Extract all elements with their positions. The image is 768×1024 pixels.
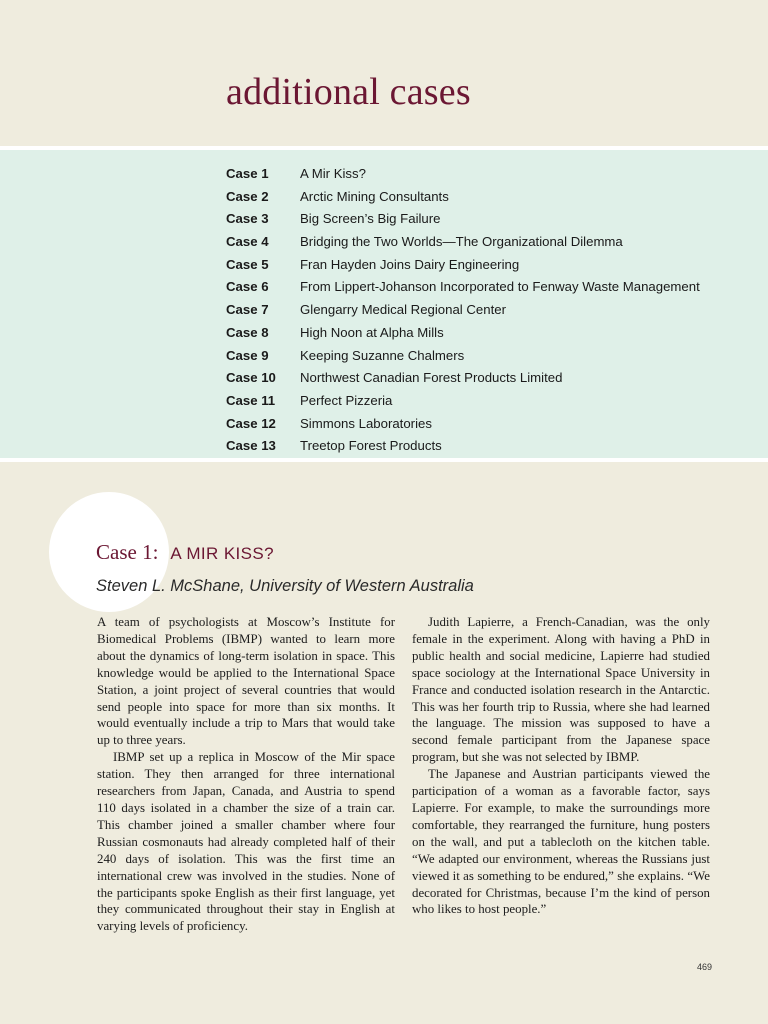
toc-case-title: Bridging the Two Worlds—The Organizational Dilemma: [300, 234, 623, 250]
toc-item[interactable]: [226, 413, 700, 436]
toc-case-number: Case 10: [226, 370, 276, 386]
table-of-contents: [0, 146, 768, 462]
toc-item[interactable]: [226, 254, 700, 277]
toc-case-title: Northwest Canadian Forest Products Limited: [300, 370, 563, 386]
text-column-right: [412, 614, 710, 918]
paragraph: A team of psychologists at Moscow’s Institute for Biomedical Problems (IBMP) wanted to learn more about the dynamics of long-term isolation in space. This knowledge would be applied to the International Space Station, a joint project of several countries that would send people into space for more than six months. It would eventually include a trip to Mars that would take up to three years.: [97, 615, 395, 748]
chapter-title: additional cases: [226, 71, 471, 113]
toc-case-number: Case 12: [226, 415, 276, 431]
text-column-left: [97, 614, 395, 935]
toc-case-number: Case 5: [226, 256, 269, 272]
toc-case-title: Big Screen’s Big Failure: [300, 211, 441, 227]
toc-case-title: Simmons Laboratories: [300, 415, 432, 431]
toc-case-number: Case 4: [226, 234, 269, 250]
toc-case-number: Case 9: [226, 347, 269, 363]
toc-case-title: Perfect Pizzeria: [300, 392, 393, 408]
toc-case-title: Arctic Mining Consultants: [300, 188, 449, 204]
toc-case-number: Case 2: [226, 188, 269, 204]
toc-list: [226, 163, 700, 458]
toc-case-title: Fran Hayden Joins Dairy Engineering: [300, 256, 520, 272]
paragraph: Judith Lapierre, a French-Canadian, was the only female in the experiment. Along with having a PhD in public health and social medicine, Lapierre had studied space sociology at the International Space University in France and conducted isolation research in the Antarctic. This was her fourth trip to Russia, where she had learned the language. The mission was supposed to have a second female participant from the Japanese space program, but she was not selected by IBMP.: [412, 615, 710, 765]
paragraph: IBMP set up a replica in Moscow of the Mir space station. They then arranged for three international researchers from Japan, Canada, and Austria to spend 110 days isolated in a chamber the size of a train car. This chamber joined a smaller chamber where four Russian cosmonauts had already completed half of their 240 days of isolation. This was the first time an international crew was involved in the studies. None of the participants spoke English as their first language, yet they communicated throughout their stay in English at varying levels of proficiency.: [97, 750, 395, 934]
toc-case-title: Glengarry Medical Regional Center: [300, 302, 506, 318]
toc-case-number: Case 7: [226, 302, 269, 318]
toc-case-number: Case 3: [226, 211, 269, 227]
toc-case-number: Case 13: [226, 438, 276, 454]
toc-case-number: Case 11: [226, 392, 276, 408]
toc-case-number: Case 8: [226, 324, 269, 340]
toc-item[interactable]: [226, 208, 700, 231]
toc-item[interactable]: [226, 390, 700, 413]
toc-item[interactable]: [226, 231, 700, 254]
toc-case-title: Keeping Suzanne Chalmers: [300, 347, 465, 363]
case-title: A MIR KISS?: [170, 544, 275, 563]
toc-item[interactable]: [226, 345, 700, 368]
toc-item[interactable]: [226, 435, 700, 458]
paragraph: The Japanese and Austrian participants viewed the participation of a woman as a favorable factor, says Lapierre. For example, to make the surroundings more comfortable, they rearranged the furniture, hung posters on the wall, and put a tablecloth on the kitchen table. “We adapted our environment, whereas the Russians just viewed it as something to be endured,” she explains. “We decorated for Christmas, because I’m the kind of person who likes to host people.”: [412, 767, 710, 917]
toc-case-title: High Noon at Alpha Mills: [300, 324, 444, 340]
toc-item[interactable]: [226, 322, 700, 345]
toc-case-number: Case 1: [226, 166, 269, 181]
toc-case-title: From Lippert-Johanson Incorporated to Fenway Waste Management: [300, 279, 700, 295]
toc-item[interactable]: [226, 186, 700, 209]
toc-case-title: A Mir Kiss?: [300, 166, 366, 181]
toc-item[interactable]: [226, 276, 700, 299]
toc-item[interactable]: [226, 367, 700, 390]
case-author: Steven L. McShane, University of Western Australia: [96, 577, 474, 595]
toc-case-number: Case 6: [226, 279, 269, 295]
case-heading: [96, 539, 274, 566]
toc-item[interactable]: [226, 163, 700, 186]
case-number-label: Case 1:: [96, 540, 159, 564]
toc-item[interactable]: [226, 299, 700, 322]
page-number: 469: [696, 962, 712, 972]
toc-case-title: Treetop Forest Products: [300, 438, 442, 454]
